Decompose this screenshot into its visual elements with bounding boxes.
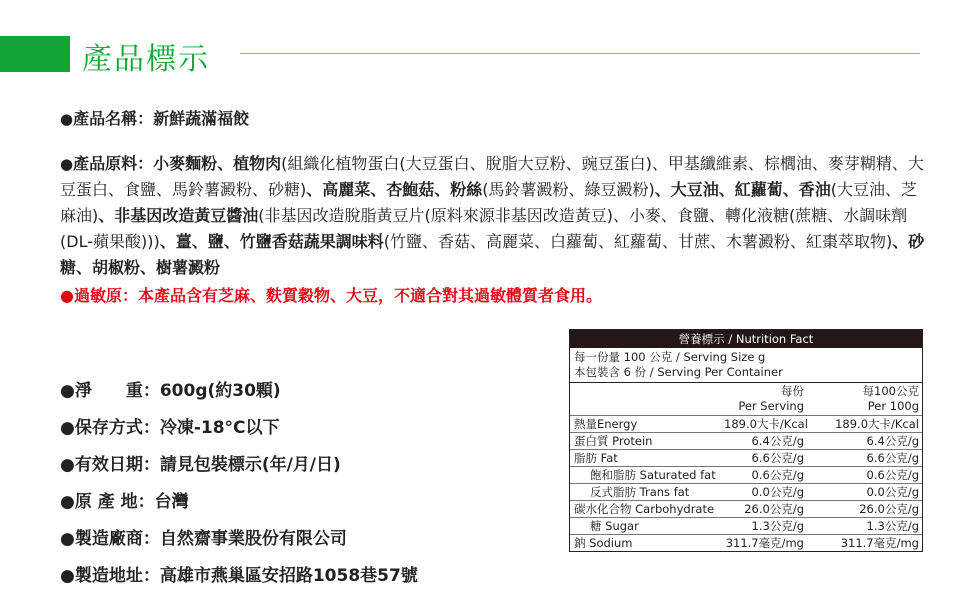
product-name-label: 產品名稱： [73,109,154,128]
nutrient-per-100g: 189.0大卡/Kcal [835,416,919,431]
nutrient-per-serving: 6.4公克/g [751,433,804,448]
product-name-value: 新鮮蔬滿福餃 [153,109,250,128]
bullet-icon: ● [60,110,74,128]
nutrient-per-100g: 6.6公克/g [866,450,919,465]
ingredients-text [60,154,924,277]
ingredients-label: 產品原料： [73,154,154,173]
ingredient-segment: 小麥麵粉、植物肉 [153,154,282,173]
nutrient-per-serving: 6.6公克/g [751,450,804,465]
ingredient-segment: (大豆油、芝麻油) [60,180,918,225]
nutrient-name: 碳水化合物 Carbohydrate [574,501,715,516]
nutrient-name: 熱量Energy [574,416,638,431]
nutrition-row [570,518,922,535]
nutrient-name: 糖 Sugar [590,518,639,533]
nutrition-column-header [570,383,922,416]
nutrient-name: 蛋白質 Protein [574,433,653,448]
ingredient-segment: (馬鈴薯澱粉、綠豆澱粉) [482,180,655,199]
per-serving-header: 每份 Per Serving [738,384,804,413]
nutrient-name: 脂肪 Fat [574,450,618,465]
nutrition-row [570,433,922,450]
nutrient-name: 反式脂肪 Trans fat [590,484,690,499]
nutrient-per-100g: 0.0公克/g [866,484,919,499]
nutrient-per-serving: 26.0公克/g [744,501,804,516]
nutrition-row [570,416,922,433]
nutrient-per-serving: 0.0公克/g [751,484,804,499]
ingredient-segment: 、非基因改造黃豆醬油 [98,206,259,225]
product-name-line [60,106,930,132]
nutrition-row [570,501,922,518]
expiry-date: ●有效日期：請見包裝標示(年/月/日) [60,455,341,475]
header-divider [240,53,920,54]
nutrition-row [570,535,922,551]
ingredient-segment: 、大豆油、紅蘿蔔、香油 [654,180,831,199]
ingredient-segment: (非基因改造脫脂黃豆片(原料來源非基因改造黃豆)、小麥、食鹽、轉化液糖(蔗糖、水調味劑(DL-蘋果酸))) [60,206,908,251]
nutrient-name: 飽和脂肪 Saturated fat [590,467,716,482]
per-100g-header: 每100公克 Per 100g [862,384,919,413]
nutrient-per-serving: 189.0大卡/Kcal [724,416,808,431]
nutrient-per-100g: 6.4公克/g [866,433,919,448]
nutrient-per-serving: 1.3公克/g [751,518,804,533]
nutrition-facts-table [569,329,923,552]
ingredient-segment: 、薑、鹽、竹鹽香菇蔬果調味料 [159,232,384,251]
serving-size: 每一份量 100 公克 / Serving Size g [574,350,766,364]
origin: ●原 產 地：台灣 [60,492,189,512]
servings-per-container: 本包裝含 6 份 / Serving Per Container [574,365,783,379]
nutrition-row [570,484,922,501]
nutrition-row [570,467,922,484]
manufacturer: ●製造廠商：自然齋事業股份有限公司 [60,529,347,549]
nutrition-serving-info [570,348,922,383]
header-accent-bar [0,36,70,72]
ingredient-segment: 、砂糖、胡椒粉、樹薯澱粉 [60,232,925,277]
nutrient-per-serving: 0.6公克/g [751,467,804,482]
storage-method: ●保存方式：冷凍-18°C以下 [60,418,280,438]
nutrition-rows [570,416,922,551]
nutrient-per-100g: 311.7毫克/mg [840,535,919,550]
page-title: 產品標示 [82,42,210,77]
nutrient-per-100g: 26.0公克/g [859,501,919,516]
nutrient-per-100g: 1.3公克/g [866,518,919,533]
ingredient-segment: 、高麗菜、杏鮑菇、粉絲 [306,180,483,199]
ingredient-segment: (竹鹽、香菇、高麗菜、白蘿蔔、紅蘿蔔、甘蔗、木薯澱粉、紅棗萃取物) [383,232,893,251]
nutrient-name: 鈉 Sodium [574,535,633,550]
bullet-icon: ● [60,155,74,173]
nutrition-row [570,450,922,467]
nutrition-title: 營養標示 / Nutrition Fact [570,330,922,348]
net-weight: ●淨 重：600g(約30顆) [60,381,281,401]
ingredient-segment: (組織化植物蛋白(大豆蛋白、脫脂大豆粉、豌豆蛋白)、甲基纖維素、棕櫚油、麥芽糊精、大豆蛋白、食鹽、馬鈴薯澱粉、砂糖) [60,154,924,199]
manufacturer-address: ●製造地址：高雄市燕巢區安招路1058巷57號 [60,566,418,586]
allergen-warning: ●過敏原：本產品含有芝麻、麩質穀物、大豆，不適合對其過敏體質者食用。 [60,286,602,305]
page-header [0,36,920,77]
ingredients-paragraph [60,151,930,281]
nutrient-per-serving: 311.7毫克/mg [725,535,804,550]
nutrient-per-100g: 0.6公克/g [866,467,919,482]
